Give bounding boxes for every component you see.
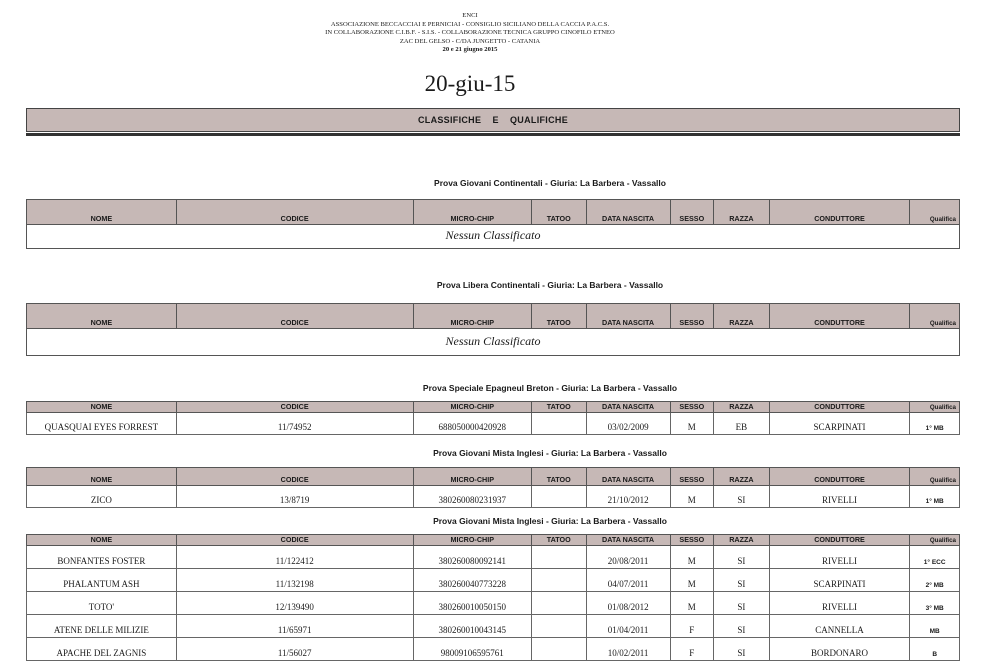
cell-nome: BONFANTES FOSTER (27, 546, 177, 569)
col-conduttore: CONDUTTORE (769, 304, 910, 329)
cell-sesso: M (670, 546, 714, 569)
cell-microchip: 98009106595761 (413, 638, 531, 661)
cell-razza: EB (714, 413, 770, 435)
cell-qualifica: B (910, 638, 960, 661)
col-tatoo: TATOO (531, 535, 586, 546)
cell-conduttore: SCARPINATI (769, 569, 910, 592)
table-row (27, 569, 960, 592)
col-tatoo: TATOO (531, 304, 586, 329)
section-title: Prova Speciale Epagneul Breton - Giuria: La Barbera - Vassallo (422, 383, 678, 393)
col-nome: NOME (27, 535, 177, 546)
col-data-nascita: DATA NASCITA (586, 535, 670, 546)
col-qualifica: Qualifica (910, 304, 960, 329)
col-sesso: SESSO (670, 304, 714, 329)
header-line: ZAC DEL GELSO - C/DA JUNGETTO - CATANIA (399, 37, 541, 45)
cell-nome: PHALANTUM ASH (27, 569, 177, 592)
cell-data-nascita: 01/04/2011 (586, 615, 670, 638)
col-nome: NOME (27, 304, 177, 329)
header-line: ASSOCIAZIONE BECCACCIAI E PERNICIAI - CONSIGLIO SICILIANO DELLA CACCIA P.A.C.S. (330, 20, 610, 28)
cell-razza: SI (714, 638, 770, 661)
cell-qualifica: MB (910, 615, 960, 638)
cell-conduttore: RIVELLI (769, 592, 910, 615)
cell-qualifica: 1° MB (910, 413, 960, 435)
col-qualifica: Qualifica (910, 200, 960, 225)
cell-sesso: F (670, 615, 714, 638)
cell-razza: SI (714, 486, 770, 508)
section-title: Prova Giovani Mista Inglesi - Giuria: La Barbera - Vassallo (433, 448, 667, 458)
cell-tatoo (531, 569, 586, 592)
cell-nome: ZICO (27, 486, 177, 508)
cell-codice: 11/122412 (176, 546, 413, 569)
empty-message: Nessun Classificato (27, 225, 960, 249)
cell-data-nascita: 10/02/2011 (586, 638, 670, 661)
col-razza: RAZZA (714, 200, 770, 225)
section-title: Prova Libera Continentali - Giuria: La Barbera - Vassallo (436, 280, 664, 290)
cell-sesso: M (670, 569, 714, 592)
cell-tatoo (531, 413, 586, 435)
col-tatoo: TATOO (531, 200, 586, 225)
cell-microchip: 380260080231937 (413, 486, 531, 508)
cell-tatoo (531, 638, 586, 661)
col-microchip: MICRO-CHIP (413, 402, 531, 413)
cell-nome: TOTO' (27, 592, 177, 615)
cell-data-nascita: 21/10/2012 (586, 486, 670, 508)
col-data-nascita: DATA NASCITA (586, 402, 670, 413)
cell-conduttore: RIVELLI (769, 546, 910, 569)
cell-razza: SI (714, 569, 770, 592)
cell-nome: APACHE DEL ZAGNIS (27, 638, 177, 661)
header-line: ENCI (462, 12, 478, 19)
results-table (26, 199, 960, 249)
cell-codice: 11/132198 (176, 569, 413, 592)
col-sesso: SESSO (670, 402, 714, 413)
col-sesso: SESSO (670, 200, 714, 225)
col-conduttore: CONDUTTORE (769, 535, 910, 546)
results-table (26, 303, 960, 356)
col-microchip: MICRO-CHIP (413, 304, 531, 329)
results-table (26, 401, 960, 435)
cell-sesso: M (670, 592, 714, 615)
col-codice: CODICE (176, 468, 413, 486)
col-codice: CODICE (176, 402, 413, 413)
table-row (27, 413, 960, 435)
cell-microchip: 380260010043145 (413, 615, 531, 638)
col-data-nascita: DATA NASCITA (586, 200, 670, 225)
results-table (26, 534, 960, 661)
cell-data-nascita: 04/07/2011 (586, 569, 670, 592)
col-tatoo: TATOO (531, 468, 586, 486)
cell-codice: 12/139490 (176, 592, 413, 615)
cell-sesso: M (670, 486, 714, 508)
col-sesso: SESSO (670, 468, 714, 486)
col-data-nascita: DATA NASCITA (586, 468, 670, 486)
cell-microchip: 380260080092141 (413, 546, 531, 569)
col-razza: RAZZA (714, 402, 770, 413)
col-codice: CODICE (176, 200, 413, 225)
col-razza: RAZZA (714, 468, 770, 486)
cell-sesso: M (670, 413, 714, 435)
cell-conduttore: CANNELLA (769, 615, 910, 638)
col-conduttore: CONDUTTORE (769, 402, 910, 413)
table-row (27, 546, 960, 569)
cell-microchip: 380260010050150 (413, 592, 531, 615)
table-row (27, 486, 960, 508)
table-row (27, 615, 960, 638)
cell-razza: SI (714, 546, 770, 569)
table-row (27, 592, 960, 615)
cell-codice: 11/65971 (176, 615, 413, 638)
col-microchip: MICRO-CHIP (413, 468, 531, 486)
section-title: Prova Giovani Continentali - Giuria: La Barbera - Vassallo (434, 178, 666, 188)
cell-conduttore: RIVELLI (769, 486, 910, 508)
cell-razza: SI (714, 615, 770, 638)
col-conduttore: CONDUTTORE (769, 468, 910, 486)
cell-conduttore: SCARPINATI (769, 413, 910, 435)
col-codice: CODICE (176, 535, 413, 546)
table-row (27, 638, 960, 661)
col-qualifica: Qualifica (910, 535, 960, 546)
cell-qualifica: 1° MB (910, 486, 960, 508)
col-razza: RAZZA (714, 535, 770, 546)
col-qualifica: Qualifica (910, 468, 960, 486)
col-tatoo: TATOO (531, 402, 586, 413)
cell-codice: 13/8719 (176, 486, 413, 508)
cell-data-nascita: 20/08/2011 (586, 546, 670, 569)
cell-nome: ATENE DELLE MILIZIE (27, 615, 177, 638)
cell-razza: SI (714, 592, 770, 615)
cell-tatoo (531, 546, 586, 569)
cell-qualifica: 3° MB (910, 592, 960, 615)
cell-nome: QUASQUAI EYES FORREST (27, 413, 177, 435)
cell-data-nascita: 01/08/2012 (586, 592, 670, 615)
cell-qualifica: 1° ECC (910, 546, 960, 569)
cell-tatoo (531, 592, 586, 615)
col-sesso: SESSO (670, 535, 714, 546)
header-dates: 20 e 21 giugno 2015 (442, 46, 498, 54)
classification-banner: CLASSIFICHE E QUALIFICHE (26, 108, 960, 132)
cell-qualifica: 2° MB (910, 569, 960, 592)
col-nome: NOME (27, 402, 177, 413)
document-header (300, 12, 640, 55)
col-nome: NOME (27, 468, 177, 486)
col-conduttore: CONDUTTORE (769, 200, 910, 225)
cell-codice: 11/74952 (176, 413, 413, 435)
cell-codice: 11/56027 (176, 638, 413, 661)
col-data-nascita: DATA NASCITA (586, 304, 670, 329)
cell-microchip: 380260040773228 (413, 569, 531, 592)
col-microchip: MICRO-CHIP (413, 200, 531, 225)
col-codice: CODICE (176, 304, 413, 329)
col-razza: RAZZA (714, 304, 770, 329)
cell-data-nascita: 03/02/2009 (586, 413, 670, 435)
col-nome: NOME (27, 200, 177, 225)
cell-microchip: 688050000420928 (413, 413, 531, 435)
header-line: IN COLLABORAZIONE C.I.B.F. - S.I.S. - COLLABORAZIONE TECNICA GRUPPO CINOFILO ETNEO (325, 29, 615, 37)
cell-tatoo (531, 615, 586, 638)
empty-message: Nessun Classificato (27, 329, 960, 356)
col-qualifica: Qualifica (910, 402, 960, 413)
col-microchip: MICRO-CHIP (413, 535, 531, 546)
cell-conduttore: BORDONARO (769, 638, 910, 661)
cell-tatoo (531, 486, 586, 508)
date-title: 20-giu-15 (424, 71, 516, 96)
banner-rule (26, 133, 960, 136)
cell-sesso: F (670, 638, 714, 661)
results-table (26, 467, 960, 508)
section-title: Prova Giovani Mista Inglesi - Giuria: La Barbera - Vassallo (433, 516, 667, 526)
